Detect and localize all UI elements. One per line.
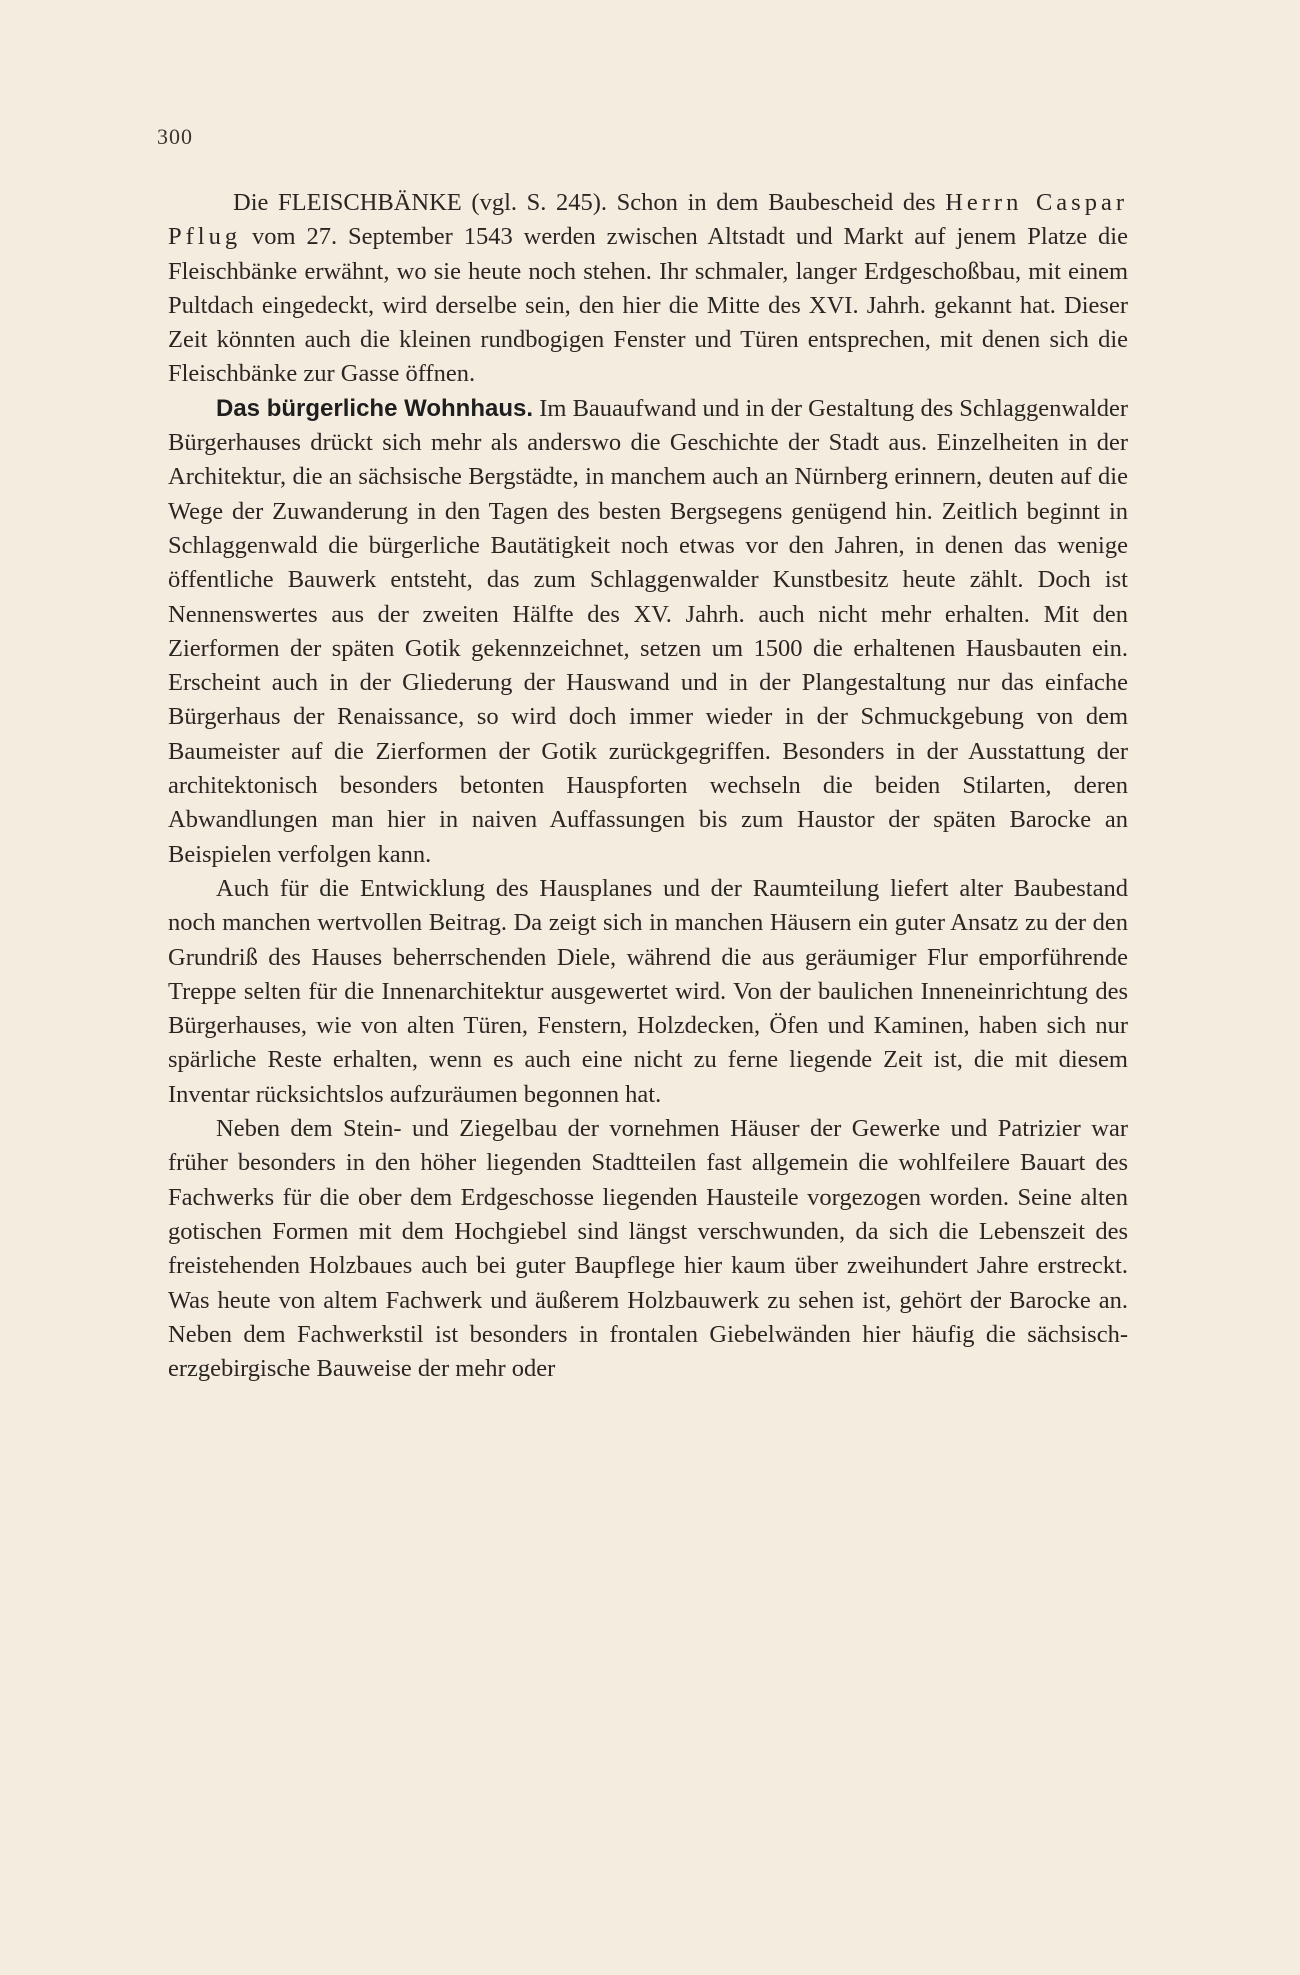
body-text xyxy=(168,186,1128,1386)
paragraph xyxy=(168,1112,1128,1386)
paragraph-text: Im Bauaufwand und in der Gestaltung des Schlaggenwalder Bürgerhauses drückt sich mehr als anderswo die Geschichte der Stadt aus. Einzelheiten in der Architektur, die an sächsische Bergstädte, in manchem auch an Nürnberg erinnern, deuten auf die Wege der Zuwanderung in den Tagen des besten Bergsegens genügend hin. Zeitlich beginnt in Schlaggenwald die bürgerliche Bautätigkeit noch etwas vor den Jahren, in denen das wenige öffentliche Bauwerk entsteht, das zum Schlaggenwalder Kunstbesitz heute zählt. Doch ist Nennenswertes aus der zweiten Hälfte des XV. Jahrh. auch nicht mehr erhalten. Mit den Zierformen der späten Gotik gekennzeichnet, setzen um 1500 die erhaltenen Hausbauten ein. Erscheint auch in der Gliederung der Hauswand und in der Plangestaltung nur das einfache Bürgerhaus der Renaissance, so wird doch immer wieder in der Schmuckgebung von dem Baumeister auf die Zierformen der Gotik zurückgegriffen. Besonders in der Ausstattung der architektonisch besonders betonten Hauspforten wechseln die beiden Stilarten, deren Abwandlungen man hier in naiven Auffassungen bis zum Haustor der späten Barocke an Beispielen verfolgen kann. xyxy=(168,394,1128,868)
paragraph-text: Herrn Caspar Pflug xyxy=(168,189,1128,251)
page-number: 300 xyxy=(157,124,193,149)
paragraph xyxy=(168,186,1128,392)
paragraph-text: Neben dem Stein- und Ziegelbau der vornehmen Häuser der Gewerke und Patrizier war früher besonders in den höher liegenden Stadtteilen fast allgemein die wohlfeilere Bauart des Fachwerks für die ober dem Erdgeschosse liegenden Hausteile vorgezogen worden. Seine alten gotischen Formen mit dem Hochgiebel sind längst verschwunden, da sich die Lebenszeit des freistehenden Holzbaues auch bei guter Baupflege hier kaum über zweihundert Jahre erstreckt. Was heute von altem Fachwerk und äußerem Holzbauwerk zu sehen ist, gehört der Barocke an. Neben dem Fachwerkstil ist besonders in frontalen Giebelwänden hier häufig die sächsisch-erzgebirgische Bauweise der mehr oder xyxy=(168,1115,1128,1383)
section-heading: Das bürgerliche Wohnhaus. xyxy=(216,394,534,422)
paragraph-text: vom 27. September 1543 werden zwischen Altstadt und Markt auf jenem Platze die Fleischbänke erwähnt, wo sie heute noch stehen. Ihr schmaler, langer Erdgeschoßbau, mit einem Pultdach eingedeckt, wird derselbe sein, den hier die Mitte des XVI. Jahrh. gekannt hat. Dieser Zeit könnten auch die kleinen rundbogigen Fenster und Türen entsprechen, mit denen sich die Fleischbänke zur Gasse öffnen. xyxy=(168,223,1128,388)
paragraph xyxy=(168,872,1128,1112)
paragraph-text: Die FLEISCHBÄNKE (vgl. S. 245). Schon in dem Baubescheid des xyxy=(233,189,946,216)
paragraph xyxy=(168,392,1128,872)
paragraph-text: Auch für die Entwicklung des Hausplanes und der Raumteilung liefert alter Baubestand noch manchen wertvollen Beitrag. Da zeigt sich in manchen Häusern ein guter Ansatz zu der den Grundriß des Hauses beherrschenden Diele, während die aus geräumiger Flur emporführende Treppe selten für die Innenarchitektur ausgewertet wird. Von der baulichen Inneneinrichtung des Bürgerhauses, wie von alten Türen, Fenstern, Holzdecken, Öfen und Kaminen, haben sich nur spärliche Reste erhalten, wenn es auch eine nicht zu ferne liegende Zeit ist, die mit diesem Inventar rücksichtslos aufzuräumen begonnen hat. xyxy=(168,874,1128,1108)
